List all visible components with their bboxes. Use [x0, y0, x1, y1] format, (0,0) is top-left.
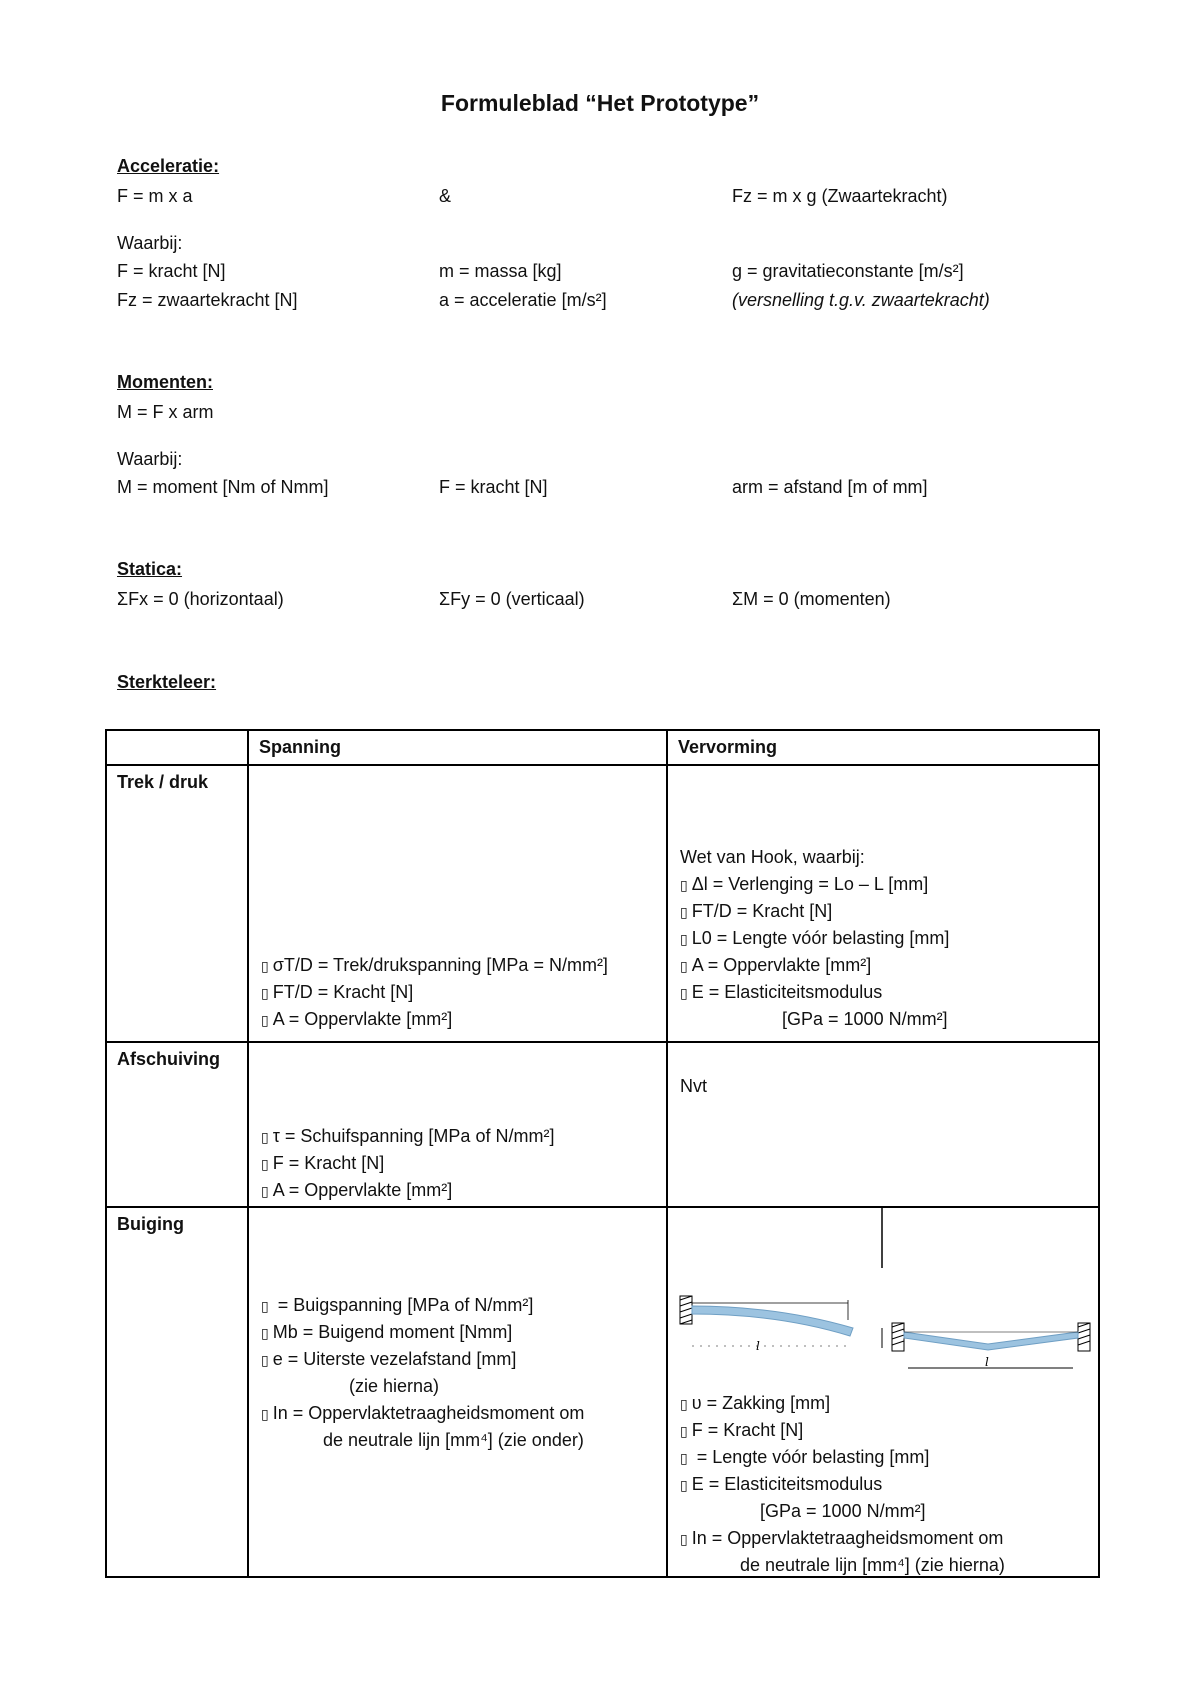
box-icon: ▯ — [680, 878, 688, 894]
momenten-formula: M = F x arm — [117, 402, 214, 422]
def-massa: m = massa [kg] — [439, 261, 562, 281]
box-icon: ▯ — [680, 959, 688, 975]
acceleratie-heading: Acceleratie: — [117, 156, 220, 176]
buiging-spanning-line: ▯ In = Oppervlaktetraagheidsmoment om — [261, 1403, 585, 1423]
box-icon: ▯ — [680, 1532, 688, 1548]
page-title: Formuleblad “Het Prototype” — [440, 90, 760, 116]
trek-vervorming-line: ▯ FT/D = Kracht [N] — [680, 901, 833, 921]
box-icon: ▯ — [261, 1353, 269, 1369]
statica-heading: Statica: — [117, 559, 183, 579]
sterkteleer-table — [105, 729, 1100, 1578]
momenten-waarbij: Waarbij: — [117, 449, 183, 469]
box-icon: ▯ — [680, 905, 688, 921]
trek-vervorming-line: ▯ E = Elasticiteitsmodulus — [680, 982, 883, 1002]
acceleratie-formula-fz: Fz = m x g (Zwaartekracht) — [732, 186, 948, 206]
box-icon: ▯ — [261, 1157, 269, 1173]
buiging-vervorming-line: ▯ = Lengte vóór belasting [mm] — [680, 1447, 930, 1467]
buiging-spanning-cont: de neutrale lijn [mm⁴] (zie onder) — [323, 1430, 584, 1450]
def-moment: M = moment [Nm of Nmm] — [117, 477, 329, 497]
def-acceleratie: a = acceleratie [m/s²] — [439, 290, 607, 310]
box-icon: ▯ — [261, 1130, 269, 1146]
buiging-vervorming-line: ▯ υ = Zakking [mm] — [680, 1393, 831, 1413]
def-kracht: F = kracht [N] — [117, 261, 226, 281]
trek-spanning-line: ▯ A = Oppervlakte [mm²] — [261, 1009, 453, 1029]
statica-eq-momenten: ΣM = 0 (momenten) — [732, 589, 891, 609]
box-icon: ▯ — [261, 1299, 269, 1315]
trek-vervorming-line: ▯ A = Oppervlakte [mm²] — [680, 955, 872, 975]
beam-deflection-diagram — [668, 1208, 1098, 1383]
acceleratie-waarbij: Waarbij: — [117, 233, 183, 253]
table-header-row — [106, 730, 1099, 765]
box-icon: ▯ — [680, 1424, 688, 1440]
def-versnelling-note: (versnelling t.g.v. zwaartekracht) — [732, 290, 990, 310]
row-label-trek: Trek / druk — [106, 765, 248, 1042]
diagram-label-l: l — [985, 1355, 989, 1369]
trek-spanning-line: ▯ FT/D = Kracht [N] — [261, 982, 414, 1002]
box-icon: ▯ — [261, 959, 269, 975]
buiging-spanning-cont: (zie hierna) — [349, 1376, 440, 1396]
afschuiving-spanning-line: ▯ F = Kracht [N] — [261, 1153, 385, 1173]
box-icon: ▯ — [261, 1407, 269, 1423]
box-icon: ▯ — [261, 986, 269, 1002]
trek-spanning-line: ▯ σT/D = Trek/drukspanning [MPa = N/mm²] — [261, 955, 608, 975]
box-icon: ▯ — [680, 1397, 688, 1413]
buiging-vervorming-cont: [GPa = 1000 N/mm²] — [760, 1501, 926, 1521]
table-row-trek — [106, 765, 1099, 1042]
afschuiving-spanning-cell — [248, 1042, 667, 1207]
box-icon: ▯ — [261, 1013, 269, 1029]
def-gravitatie: g = gravitatieconstante [m/s²] — [732, 261, 964, 281]
row-label-buiging: Buiging — [106, 1207, 248, 1577]
afschuiving-spanning-line: ▯ τ = Schuifspanning [MPa of N/mm²] — [261, 1126, 555, 1146]
afschuiving-spanning-line: ▯ A = Oppervlakte [mm²] — [261, 1180, 453, 1200]
table-row-buiging — [106, 1207, 1099, 1577]
box-icon: ▯ — [261, 1184, 269, 1200]
buiging-vervorming-line: ▯ F = Kracht [N] — [680, 1420, 804, 1440]
statica-eq-horizontaal: ΣFx = 0 (horizontaal) — [117, 589, 284, 609]
sterkteleer-heading: Sterkteleer: — [117, 672, 217, 692]
buiging-spanning-line: ▯ e = Uiterste vezelafstand [mm] — [261, 1349, 517, 1369]
buiging-vervorming-cont: de neutrale lijn [mm⁴] (zie hierna) — [740, 1555, 1005, 1575]
buiging-vervorming-line: ▯ E = Elasticiteitsmodulus — [680, 1474, 883, 1494]
box-icon: ▯ — [680, 986, 688, 1002]
buiging-spanning-line: ▯ = Buigspanning [MPa of N/mm²] — [261, 1295, 534, 1315]
def-arm: arm = afstand [m of mm] — [732, 477, 928, 497]
box-icon: ▯ — [261, 1326, 269, 1342]
trek-spanning-cell — [248, 765, 667, 1042]
box-icon: ▯ — [680, 932, 688, 948]
diagram-label-l: l — [756, 1339, 760, 1353]
statica-eq-verticaal: ΣFy = 0 (verticaal) — [439, 589, 585, 609]
afschuiving-nvt: Nvt — [680, 1076, 707, 1096]
buiging-spanning-cell — [248, 1207, 667, 1577]
trek-vervorming-line: ▯ L0 = Lengte vóór belasting [mm] — [680, 928, 950, 948]
acceleratie-formula-f: F = m x a — [117, 186, 193, 206]
header-empty-cell — [106, 730, 248, 765]
buiging-spanning-line: ▯ Mb = Buigend moment [Nmm] — [261, 1322, 513, 1342]
trek-vervorming-cell — [667, 765, 1099, 1042]
trek-vervorming-line: ▯ Δl = Verlenging = Lo – L [mm] — [680, 874, 929, 894]
def-zwaartekracht: Fz = zwaartekracht [N] — [117, 290, 298, 310]
buiging-vervorming-cell — [667, 1207, 1099, 1577]
afschuiving-vervorming-cell — [667, 1042, 1099, 1207]
momenten-heading: Momenten: — [117, 372, 213, 392]
acceleratie-ampersand: & — [439, 186, 452, 206]
header-spanning: Spanning — [248, 730, 667, 765]
header-vervorming: Vervorming — [667, 730, 1099, 765]
trek-vervorming-intro: Wet van Hook, waarbij: — [680, 847, 865, 867]
def-kracht-moment: F = kracht [N] — [439, 477, 548, 497]
trek-vervorming-extra: [GPa = 1000 N/mm²] — [782, 1009, 948, 1029]
box-icon: ▯ — [680, 1451, 688, 1467]
row-label-afschuiving: Afschuiving — [106, 1042, 248, 1207]
table-row-afschuiving — [106, 1042, 1099, 1207]
buiging-vervorming-line: ▯ In = Oppervlaktetraagheidsmoment om — [680, 1528, 1004, 1548]
box-icon: ▯ — [680, 1478, 688, 1494]
